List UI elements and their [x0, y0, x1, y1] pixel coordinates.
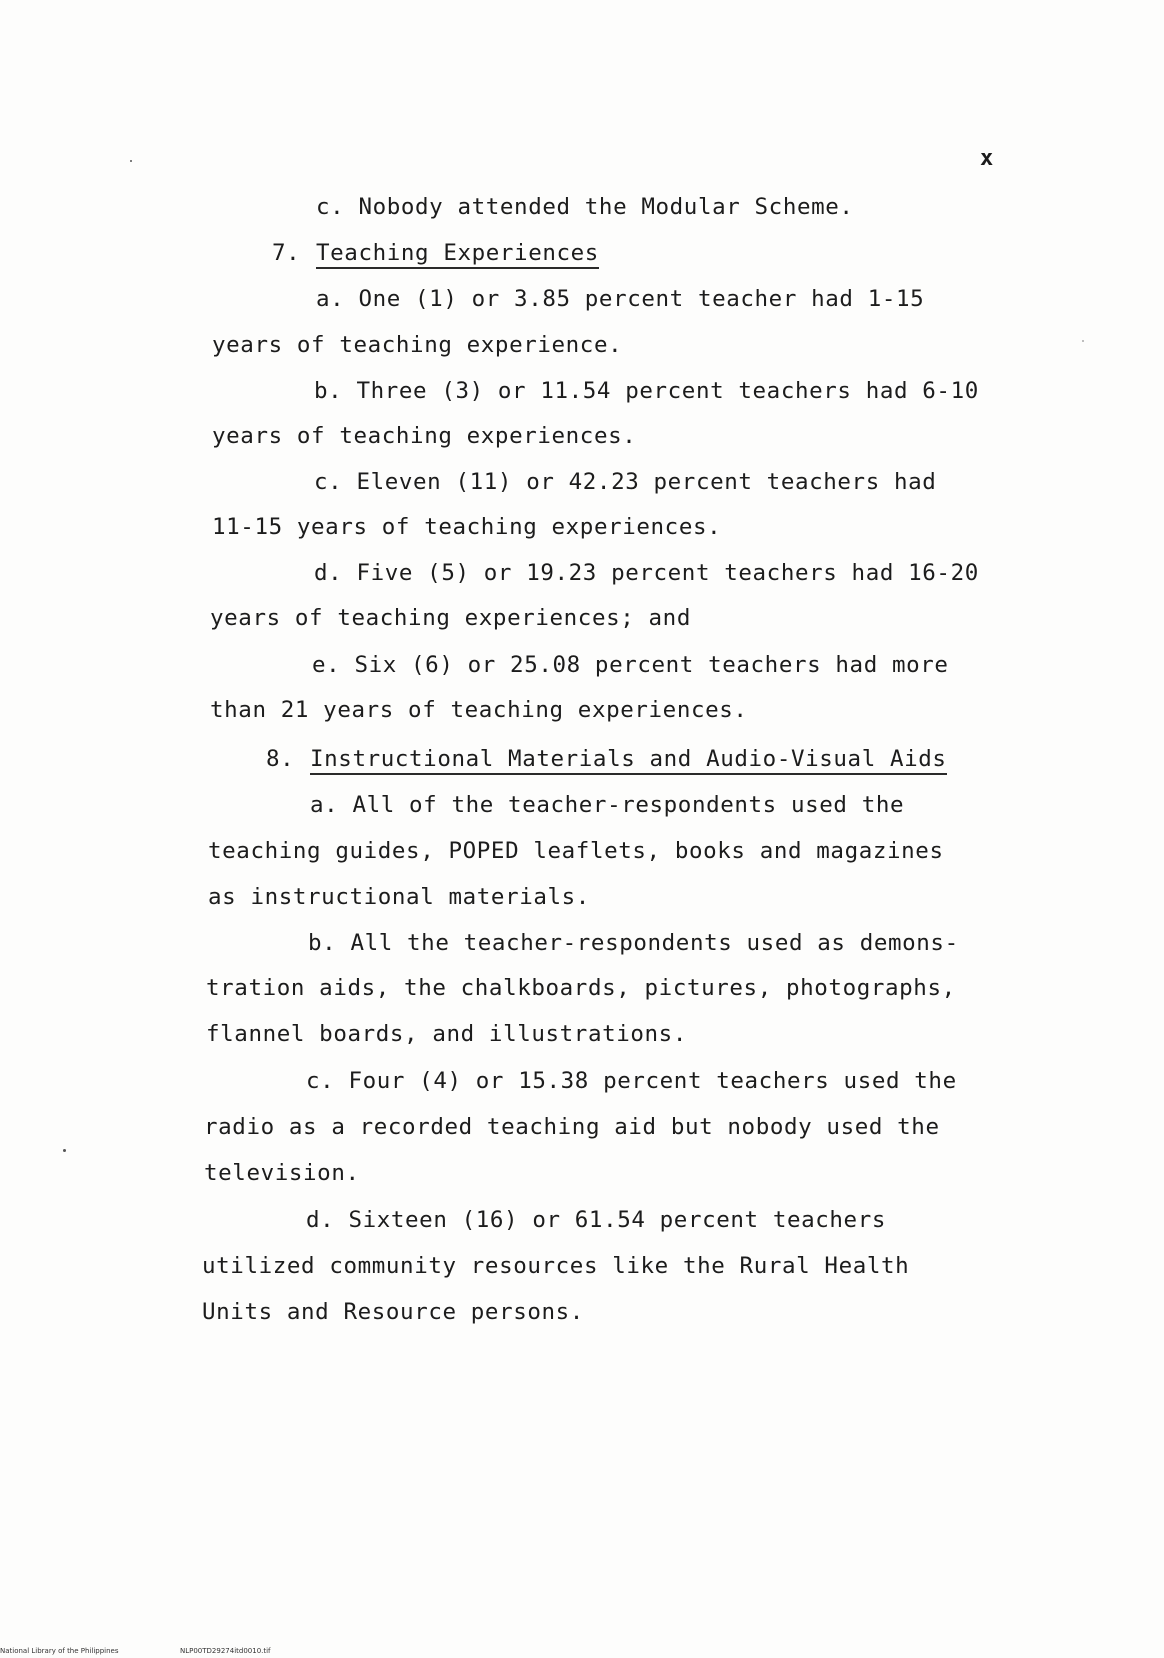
section-7-item-d-line1: d. Five (5) or 19.23 percent teachers had 16-20 — [314, 560, 979, 586]
footer-file-name: NLP00TD29274itd0010.tif — [180, 1647, 271, 1655]
section-7-item-b-line2: years of teaching experiences. — [212, 423, 637, 449]
section-8-item-b-line3: flannel boards, and illustrations. — [206, 1021, 687, 1047]
section-7-item-c-line2: 11-15 years of teaching experiences. — [212, 514, 722, 540]
section-8-item-d-line1: d. Sixteen (16) or 61.54 percent teachers — [306, 1207, 886, 1233]
section-8-item-b-line2: tration aids, the chalkboards, pictures, photographs, — [206, 975, 956, 1001]
section-8-item-c-line1: c. Four (4) or 15.38 percent teachers used the — [306, 1068, 957, 1094]
section-8-item-d-line3: Units and Resource persons. — [202, 1299, 584, 1325]
section-7-item-d-line2: years of teaching experiences; and — [210, 605, 691, 631]
section-8-item-a-line3: as instructional materials. — [208, 884, 590, 910]
section-7-item-a-line2: years of teaching experience. — [212, 332, 623, 358]
scan-speck — [63, 1149, 66, 1152]
section-8-title: Instructional Materials and Audio-Visual Aids — [310, 746, 947, 775]
section-8-heading — [310, 744, 947, 774]
section-7-item-b-line1: b. Three (3) or 11.54 percent teachers had 6-10 — [314, 378, 979, 404]
section-7-item-e-line2: than 21 years of teaching experiences. — [210, 697, 748, 723]
section-8-item-a-line2: teaching guides, POPED leaflets, books and magazines — [208, 838, 944, 864]
section-8-number: 8. — [266, 746, 295, 772]
section-7-number: 7. — [272, 240, 301, 266]
section-7-title: Teaching Experiences — [316, 240, 599, 269]
section-7-item-a-line1: a. One (1) or 3.85 percent teacher had 1-15 — [316, 286, 925, 312]
item-6c: c. Nobody attended the Modular Scheme. — [316, 194, 854, 220]
scan-speck — [1082, 340, 1084, 342]
page-number: x — [980, 146, 994, 171]
section-8-item-c-line2: radio as a recorded teaching aid but nobody used the — [204, 1114, 940, 1140]
section-7-item-e-line1: e. Six (6) or 25.08 percent teachers had more — [312, 652, 949, 678]
section-8-item-b-line1: b. All the teacher-respondents used as demons- — [308, 930, 959, 956]
footer-library-name: National Library of the Philippines — [0, 1647, 119, 1655]
section-8-item-a-line1: a. All of the teacher-respondents used the — [310, 792, 905, 818]
section-8-item-d-line2: utilized community resources like the Rural Health — [202, 1253, 910, 1279]
section-7-item-c-line1: c. Eleven (11) or 42.23 percent teachers had — [314, 469, 937, 495]
scan-speck — [130, 160, 132, 162]
section-7-heading — [316, 238, 599, 268]
section-8-item-c-line3: television. — [204, 1160, 360, 1186]
